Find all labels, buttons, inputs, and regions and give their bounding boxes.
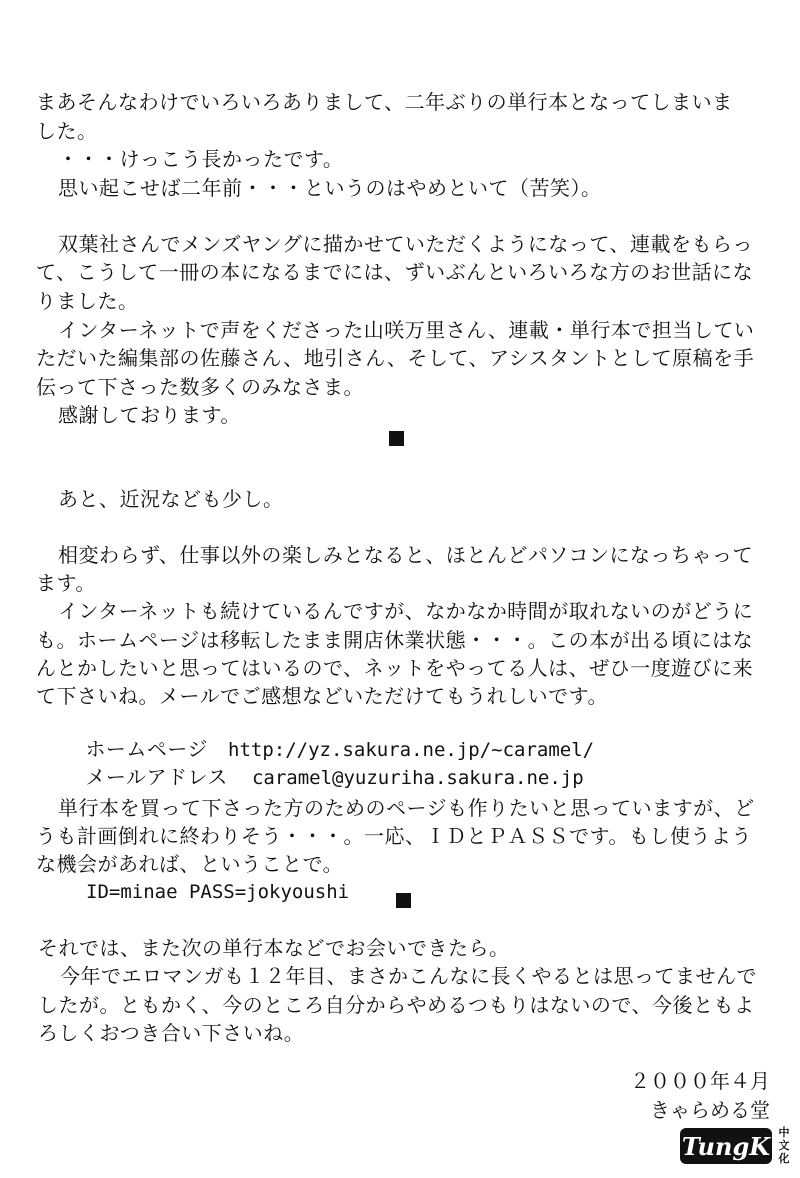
text-line: も。ホームページは移転したまま開店休業状態・・・。この本が出る頃にはな xyxy=(36,628,754,652)
text-line: 単行本を買って下さった方のためのページも作りたいと思っていますが、ど xyxy=(58,796,755,820)
signature-author: きゃらめる堂 xyxy=(650,1098,770,1122)
id-pass: ID=minae PASS=jokyoushi xyxy=(86,881,350,903)
homepage-url: http://yz.sakura.ne.jp/~caramel/ xyxy=(228,739,595,761)
text-line: 相変わらず、仕事以外の楽しみとなると、ほとんどパソコンになっちゃって xyxy=(58,543,753,567)
text-line: 思い起こせば二年前・・・というのはやめといて（苦笑）。 xyxy=(58,176,602,200)
svg-text:化: 化 xyxy=(778,1152,790,1165)
text-line: ます。 xyxy=(36,571,96,595)
section-separator xyxy=(396,893,411,908)
section-separator xyxy=(389,431,404,446)
text-line: りました。 xyxy=(36,289,139,313)
text-line: 今年でエロマンガも１２年目、まさかこんなに長くやるとは思ってませんで xyxy=(60,964,757,988)
scanlation-logo xyxy=(678,1120,796,1170)
text-line: な機会があれば、ということで。 xyxy=(36,852,344,876)
text-line: 伝って下さった数多くのみなさま。 xyxy=(36,375,364,399)
text-line: ろしくおつき合い下さいね。 xyxy=(38,1021,305,1045)
text-line: んとかしたいと思ってはいるので、ネットをやってる人は、ぜひ一度遊びに来 xyxy=(36,656,754,680)
signature-date: ２０００年４月 xyxy=(630,1069,770,1093)
svg-text:TungK: TungK xyxy=(681,1132,771,1161)
text-line: インターネットも続けているんですが、なかなか時間が取れないのがどうに xyxy=(58,599,754,623)
text-line: 感謝しております。 xyxy=(58,403,241,427)
text-line: それでは、また次の単行本などでお会いできたら。 xyxy=(38,936,510,960)
homepage-label: ホームページ xyxy=(85,737,209,761)
text-line: て、こうして一冊の本になるまでには、ずいぶんといろいろな方のお世話にな xyxy=(36,260,754,284)
text-line: あと、近況なども少し。 xyxy=(58,487,284,511)
svg-text:文: 文 xyxy=(778,1139,790,1152)
logo-graphic xyxy=(678,1120,796,1170)
svg-text:中: 中 xyxy=(778,1126,790,1139)
text-line: 双葉社さんでメンズヤングに描かせていただくようになって、連載をもらっ xyxy=(58,232,753,256)
text-line: した。 xyxy=(36,119,98,143)
text-line: ・・・けっこう長かったです。 xyxy=(58,147,344,171)
text-line: て下さいね。メールでご感想などいただけてもうれしいです。 xyxy=(36,684,608,708)
text-line: インターネットで声をくださった山咲万里さん、連載・単行本で担当してい xyxy=(58,318,755,342)
mail-address: caramel@yuzuriha.sakura.ne.jp xyxy=(251,767,584,789)
text-line: うも計画倒れに終わりそう・・・。一応、ＩＤとＰＡＳＳです。もし使うよう xyxy=(36,824,752,848)
text-line: したが。ともかく、今のところ自分からやめるつもりはないので、今後ともよ xyxy=(38,993,755,1017)
mail-label: メールアドレス xyxy=(85,765,228,789)
text-line: ただいた編集部の佐藤さん、地引さん、そして、アシスタントとして原稿を手 xyxy=(36,346,755,370)
text-line: まあそんなわけでいろいろありまして、二年ぶりの単行本となってしまいま xyxy=(36,90,733,114)
